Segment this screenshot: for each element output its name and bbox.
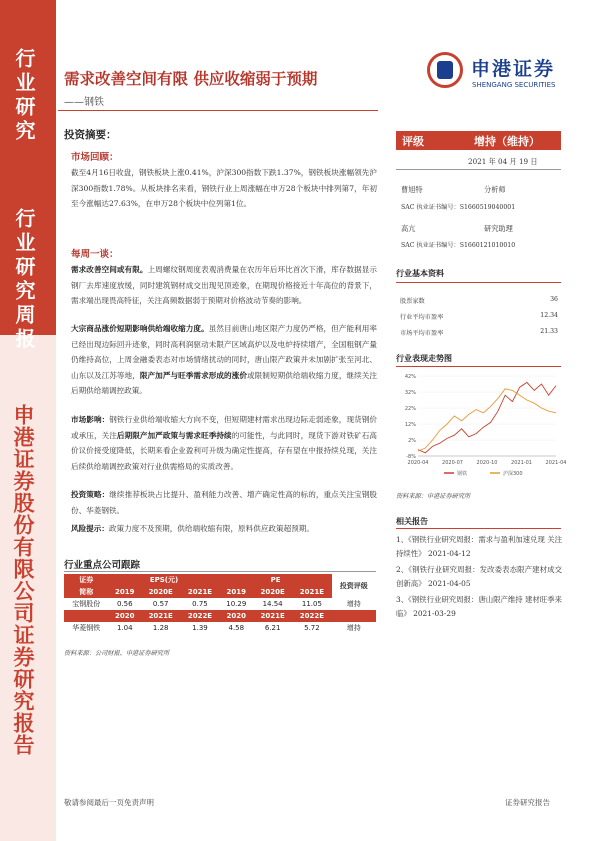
- year-cell: 2021E: [180, 586, 219, 598]
- risk-paragraph: [71, 521, 377, 537]
- related-divider: [396, 528, 561, 529]
- perf-source: 资料来源：申港证券研究所: [396, 493, 471, 500]
- impact-bold: 后期限产加严政策与需求旺季持续: [116, 430, 232, 440]
- key-table-divider: [64, 571, 376, 572]
- strategy-paragraph: [71, 487, 377, 518]
- basic-key: 市场平均市盈率: [400, 330, 444, 337]
- table-cell: 10.29: [226, 600, 247, 608]
- cert-label: SAC 执业证书编号：: [401, 204, 460, 211]
- table-cell: 1.28: [152, 624, 169, 632]
- key-table-source: 资料来源：公司财报、申港证券研究所: [64, 650, 170, 657]
- year-cell: 2021E: [141, 610, 180, 622]
- col-security: 证券: [64, 574, 108, 586]
- year-cell: 2022E: [292, 610, 331, 622]
- table-cell: 1.04: [116, 624, 133, 632]
- impact-heading: 市场影响：: [71, 415, 110, 424]
- basic-key: 股票家数: [400, 298, 425, 305]
- table-cell: 1.39: [192, 624, 208, 632]
- risk-text: 政策力度不及预期，供给端收缩有限，原料供应政策超预期。: [108, 524, 314, 533]
- industry-performance-chart: [396, 370, 567, 480]
- series-line-钢铁: [418, 382, 556, 452]
- table-row: [64, 622, 376, 634]
- report-type-label: 行业研究: [12, 48, 36, 144]
- legend-label: 沪深300: [503, 471, 523, 477]
- related-date: 2021-04-12: [427, 549, 471, 558]
- date-divider: [396, 169, 561, 170]
- weekly-paragraph-2: [71, 321, 377, 399]
- table-row: [64, 598, 376, 610]
- analyst-name: 曹旭特: [401, 185, 423, 194]
- table-cell: 5.72: [304, 624, 320, 632]
- logo-mark: [437, 61, 453, 79]
- y-tick-label: 2%: [408, 438, 416, 444]
- col-short: 简称: [64, 586, 108, 598]
- year-cell: 2022E: [180, 610, 219, 622]
- perf-divider: [396, 366, 561, 367]
- table-cell: 14.54: [262, 600, 283, 608]
- x-tick-label: 2021-01: [511, 460, 532, 466]
- col-pe: PE: [220, 574, 332, 586]
- cert-label: SAC 执业证书编号：: [401, 242, 460, 249]
- related-text: 2、《钢铁行业研究周报：发改委表态限产建材成交创新高》: [396, 565, 562, 588]
- cert-number: S1660519040001: [459, 204, 516, 211]
- table-cell: 6.21: [264, 624, 281, 632]
- key-company-table: [64, 574, 376, 634]
- logo-subtext: SHENGANG SECURITIES: [472, 81, 556, 89]
- summary-heading: 投资摘要：: [64, 129, 117, 141]
- key-table-title: 行业重点公司跟踪: [64, 560, 141, 571]
- perf-title: 行业表现走势图: [396, 354, 452, 363]
- related-item: [396, 563, 562, 591]
- table-cell: 0.57: [152, 600, 169, 608]
- basic-value: 21.33: [540, 328, 558, 335]
- year-cell: 2021E: [292, 586, 331, 598]
- analyst-name: 高亢: [401, 224, 416, 233]
- report-date: 2021 年 04 月 19 日: [468, 157, 538, 166]
- weekly-p2-end: 或限制短期供给端收缩力度，继续关注后期供给端调控政策。: [71, 370, 378, 395]
- industry-label: ——钢铁: [64, 97, 104, 108]
- related-text: 3、《钢铁行业研究周报：唐山限产维持 建材旺季来临》: [396, 595, 562, 618]
- weekly-p2-bold: 大宗商品涨价短期影响供给端收缩力度。: [71, 324, 209, 333]
- col-rating: 投资评级: [339, 582, 368, 590]
- weekly-paragraph-1: [71, 262, 377, 309]
- year-cell: 2020E: [141, 586, 180, 598]
- footer-disclaimer: 敬请参阅最后一页免责声明: [64, 798, 154, 807]
- cert-number: S1660121010010: [459, 242, 516, 249]
- rating-cell: 增持: [346, 624, 361, 632]
- weekly-p1-bold: 需求改善空间或有限。: [71, 265, 148, 274]
- series-line-沪深300: [418, 389, 556, 451]
- footer-label: 证券研究报告: [505, 798, 550, 807]
- year-cell: 2020E: [253, 586, 292, 598]
- basic-value: 36: [550, 296, 558, 303]
- legend-label: 钢铁: [457, 471, 468, 477]
- company-name: 华菱钢铁: [72, 624, 101, 632]
- analyst-role: 研究助理: [484, 224, 513, 233]
- year-cell: 2019: [108, 586, 141, 598]
- y-tick-label: 42%: [404, 374, 416, 380]
- y-tick-label: 32%: [404, 390, 416, 396]
- x-tick-label: 2020-04: [407, 460, 429, 466]
- year-cell: 2020: [108, 610, 141, 622]
- related-date: 2021-04-05: [427, 579, 471, 588]
- report-title: 需求改善空间有限 供应收缩弱于预期: [64, 70, 318, 88]
- y-tick-label: 22%: [404, 406, 416, 412]
- market-paragraph: 截至4月16日收盘，钢铁板块上涨0.41%，沪深300指数下跌1.37%，钢铁板块涨幅领先沪深300指数1.78%。从板块排名来看，钢铁行业上周涨幅在申万28个板块中排列第7，年初至今涨幅达27.63%，在申万28个板块中位列第1位。: [71, 168, 377, 208]
- title-divider: [58, 110, 378, 111]
- impact-text: 钢铁行业供给端收缩大方向不变，但短期建材需求出现边际走弱迹象，现货钢价或承压，关注: [71, 415, 378, 440]
- col-eps: EPS(元): [108, 574, 219, 586]
- weekly-p1-text: 上周螺纹钢周度表观消费量在农历年后环比首次下滑，库存数据显示钢厂去库速度放缓，同时建筑钢材成交出现见顶迹象，在期现价格接近十年高位的背景下，需求端出现畏高特征，关注高频数据弱于预期对价格波动节奏的影响。: [71, 265, 377, 305]
- related-title: 相关报告: [396, 517, 428, 526]
- analyst-cert: [401, 240, 515, 249]
- x-tick-label: 2020-10: [476, 460, 498, 466]
- related-text: 1、《钢铁行业研究周报：需求与盈利加速兑现 关注持续性》: [396, 535, 562, 558]
- x-tick-label: 2021-04: [545, 460, 567, 466]
- rating-value: 增持（维持）: [474, 135, 540, 148]
- impact-end: 的可能性，与此同时，现货下游对铁矿石高价议价接受度降低，长期来看企业盈利可升级为确定性提高，存有望在中报持续兑现，关注后续供给端调控政策对行业供需格局的实质改善。: [71, 430, 378, 471]
- related-item: [396, 533, 562, 561]
- table-cell: 4.58: [228, 624, 245, 632]
- year-cell: 2019: [220, 586, 253, 598]
- analyst-cert: [401, 202, 515, 211]
- report-sub-label: 行业研究周报: [12, 208, 36, 352]
- rating-cell: 增持: [346, 600, 361, 608]
- company-name: 宝钢股份: [72, 600, 101, 608]
- year-cell: 2020: [220, 610, 253, 622]
- market-heading: 市场回顾：: [71, 152, 119, 163]
- company-label: 申港证券股份有限公司证券研究报告: [11, 404, 35, 756]
- weekly-p2-text: 虽然目前唐山地区限产力度仍严格，但产能利用率已经出现边际回升迹象，同时高利润驱动未限产区域高炉以及电炉持续增产，全国粗钢产量仍维持高位，上周金融委表态对市场情绪扰动的同时，唐山限产政策并未加剧扩张至河北、山东以及江苏等地，: [71, 324, 378, 380]
- weekly-heading: 每周一谈：: [71, 249, 119, 260]
- risk-heading: 风险提示：: [71, 524, 109, 533]
- y-tick-label: -8%: [406, 454, 416, 460]
- strategy-text: 继续推荐板块占比提升、盈利能力改善、增产确定性高的标的，重点关注宝钢股份、华菱钢铁。: [71, 490, 378, 515]
- year-cell: 2021E: [253, 610, 292, 622]
- table-cell: 0.75: [192, 600, 208, 608]
- impact-paragraph: [71, 412, 377, 474]
- basic-value: 12.34: [540, 312, 558, 319]
- basic-title: 行业基本资料: [396, 269, 444, 278]
- basic-divider: [396, 282, 561, 283]
- rating-label: 评级: [402, 135, 424, 148]
- analyst-role: 分析师: [484, 185, 506, 194]
- logo-text: 申港证券: [471, 58, 556, 80]
- basic-key: 行业平均市盈率: [400, 314, 444, 321]
- y-tick-label: 12%: [404, 422, 416, 428]
- x-tick-label: 2020-07: [442, 460, 463, 466]
- weekly-p2-bold2: 限产加严与旺季需求形成的涨价: [139, 370, 247, 380]
- rating-bar: [396, 131, 561, 150]
- table-cell: 11.05: [301, 600, 322, 608]
- table-cell: 0.56: [116, 600, 133, 608]
- strategy-heading: 投资策略：: [71, 490, 110, 499]
- related-item: [396, 593, 562, 621]
- related-date: 2021-03-29: [413, 609, 456, 618]
